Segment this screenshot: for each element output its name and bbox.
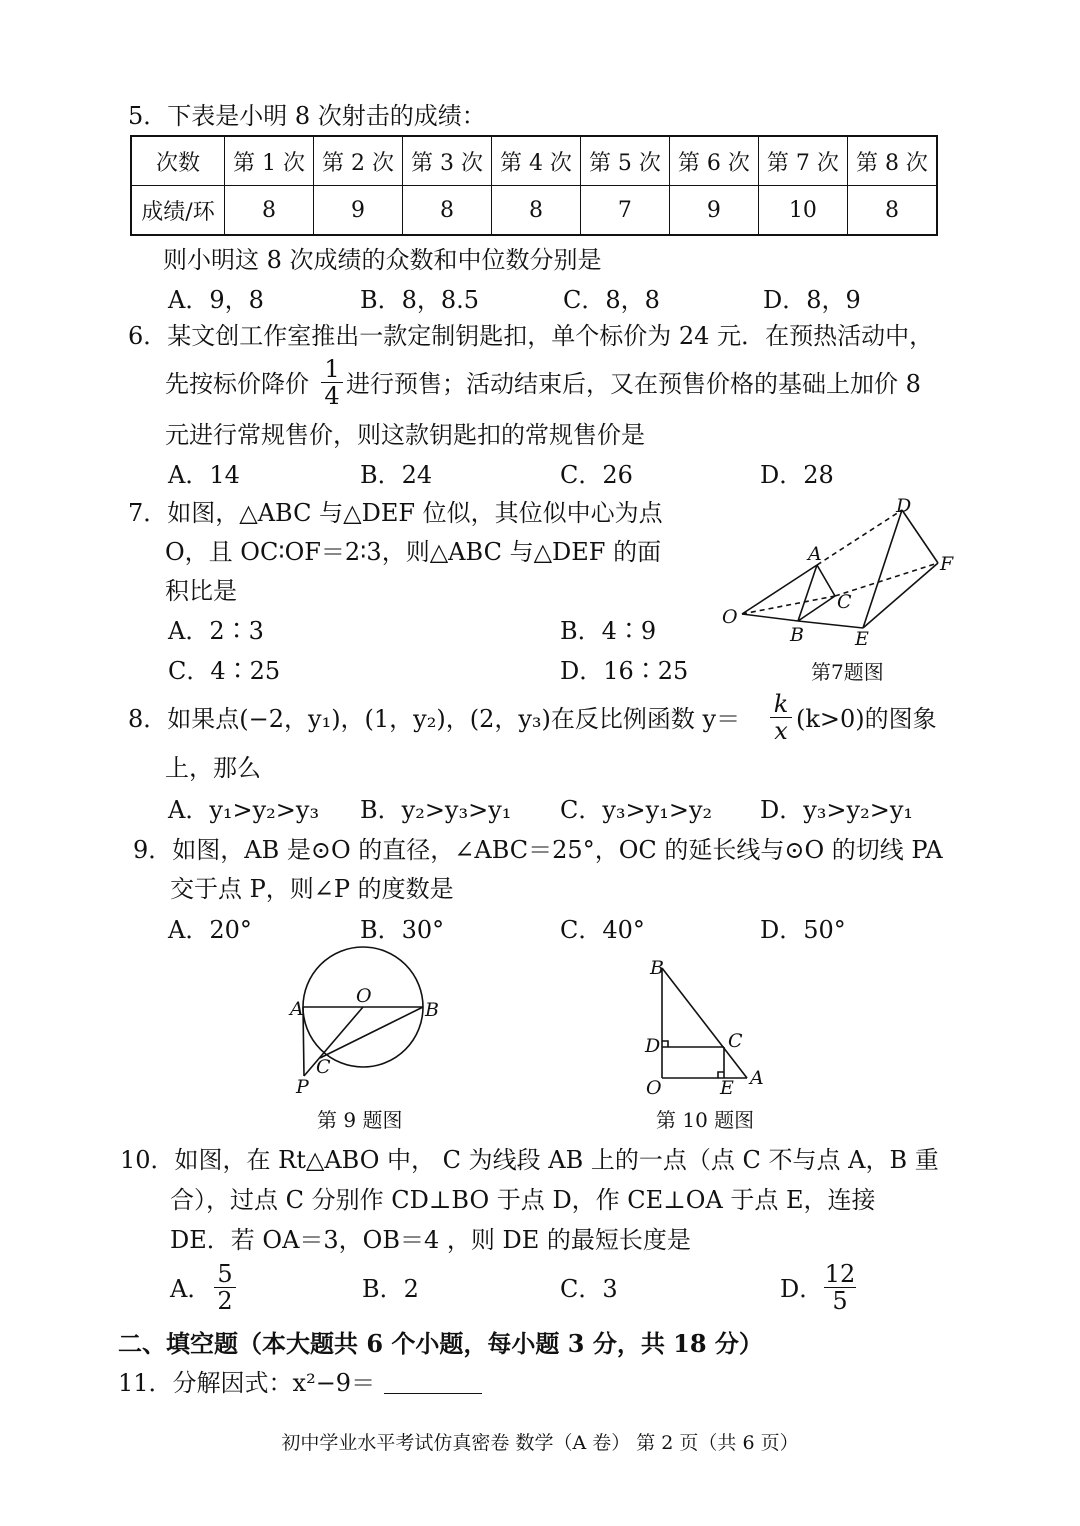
- line-ab: [798, 565, 817, 621]
- table-cell: 8: [491, 186, 580, 236]
- q8-option-a: A．y₁>y₂>y₃: [168, 796, 320, 824]
- q6-option-d: D．28: [760, 461, 834, 489]
- label-a: A: [808, 543, 822, 565]
- q8-option-d: D．y₃>y₂>y₁: [760, 796, 913, 824]
- table-cell: 第 1 次: [225, 136, 314, 186]
- q10-line2: 合），过点 C 分别作 CD⊥BO 于点 D，作 CE⊥OA 于点 E，连接: [170, 1186, 876, 1214]
- label-c: C: [728, 1030, 743, 1052]
- q8-option-c: C．y₃>y₁>y₂: [560, 796, 713, 824]
- q7-figure: [710, 490, 980, 655]
- q7-line3: 积比是: [165, 577, 237, 605]
- line-ab: [662, 968, 747, 1078]
- fraction-denominator: x: [774, 717, 788, 745]
- q8-line1b: (k>0)的图象: [796, 705, 937, 733]
- label-d: D: [896, 495, 912, 517]
- q8-line1a: 8．如果点(−2，y₁)，(1，y₂)，(2，y₃)在反比例函数 y＝: [128, 705, 741, 733]
- table-cell: 8: [847, 186, 937, 236]
- q11-stem: 11．分解因式：x²−9＝: [118, 1369, 376, 1397]
- q6-line2a: 先按标价降价: [165, 370, 309, 398]
- q10-option-b: B．2: [362, 1275, 419, 1303]
- q6-fraction: [321, 356, 343, 409]
- label-p: P: [296, 1076, 309, 1098]
- label-c: C: [316, 1056, 331, 1078]
- q6-option-c: C．26: [560, 461, 633, 489]
- q5-option-c: C．8，8: [563, 286, 660, 314]
- table-row: [131, 186, 937, 236]
- q5-option-a: A．9，8: [168, 286, 264, 314]
- table-cell: 8: [402, 186, 491, 236]
- table-cell: 第 7 次: [758, 136, 847, 186]
- q7-option-b: B．4∶9: [560, 617, 657, 645]
- q9-caption: 第 9 题图: [317, 1108, 403, 1132]
- q9-line1: 9．如图，AB 是⊙O 的直径，∠ABC＝25°，OC 的延长线与⊙O 的切线 PA: [133, 836, 943, 864]
- fraction-denominator: 4: [324, 382, 340, 410]
- q9-option-b: B．30°: [360, 916, 445, 944]
- line-ob: [742, 614, 798, 621]
- label-b: B: [650, 957, 664, 979]
- fraction-numerator: k: [770, 691, 792, 718]
- label-o: O: [356, 985, 372, 1007]
- label-e: E: [720, 1077, 734, 1099]
- score-table: [130, 135, 938, 236]
- label-b: B: [790, 624, 804, 646]
- label-o: O: [722, 606, 738, 628]
- q7-option-a: A．2∶3: [168, 617, 264, 645]
- q7-option-c: C．4∶25: [168, 657, 281, 685]
- table-cell: 第 4 次: [491, 136, 580, 186]
- line-ad: [817, 510, 902, 565]
- table-cell: 10: [758, 186, 847, 236]
- q6-option-b: B．24: [360, 461, 433, 489]
- q10-option-d-fraction: [824, 1261, 856, 1314]
- q10-option-a: A．: [170, 1275, 212, 1303]
- q6-option-a: A．14: [168, 461, 240, 489]
- label-f: F: [940, 553, 954, 575]
- table-cell: 第 6 次: [669, 136, 758, 186]
- label-b: B: [425, 999, 439, 1021]
- q5-option-d: D．8，9: [763, 286, 861, 314]
- table-row: [131, 136, 937, 186]
- label-c: C: [837, 591, 852, 613]
- table-cell: 第 5 次: [580, 136, 669, 186]
- label-o: O: [646, 1077, 662, 1099]
- q7-option-d: D．16∶25: [560, 657, 689, 685]
- table-cell: 第 2 次: [313, 136, 402, 186]
- q11-answer-blank[interactable]: [384, 1393, 482, 1394]
- q7-line2: O，且 OC∶OF＝2∶3，则△ABC 与△DEF 的面: [165, 538, 662, 566]
- q8-option-b: B．y₂>y₃>y₁: [360, 796, 512, 824]
- table-cell: 次数: [131, 136, 225, 186]
- line-ac: [817, 565, 835, 596]
- line-be: [798, 621, 863, 628]
- q9-figure: [280, 940, 450, 1100]
- table-cell: 成绩/环: [131, 186, 225, 236]
- q5-option-b: B．8，8.5: [360, 286, 480, 314]
- q10-line3: DE．若 OA＝3，OB＝4 ，则 DE 的最短长度是: [170, 1226, 691, 1254]
- q8-line2: 上，那么: [165, 754, 261, 782]
- table-cell: 9: [669, 186, 758, 236]
- q8-fraction: [770, 691, 792, 744]
- fraction-numerator: 5: [214, 1261, 236, 1288]
- q10-option-a-fraction: [214, 1261, 236, 1314]
- fraction-denominator: 2: [217, 1287, 233, 1315]
- q9-line2: 交于点 P，则∠P 的度数是: [170, 875, 454, 903]
- q5-stem: 5．下表是小明 8 次射击的成绩：: [128, 102, 486, 130]
- fraction-numerator: 1: [321, 356, 343, 383]
- page-footer: 初中学业水平考试仿真密卷 数学（A 卷） 第 2 页（共 6 页）: [281, 1432, 799, 1454]
- table-cell: 第 3 次: [402, 136, 491, 186]
- fraction-numerator: 12: [824, 1260, 856, 1288]
- q7-caption: 第7题图: [811, 660, 884, 684]
- q6-line2b: 进行预售；活动结束后，又在预售价格的基础上加价 8: [346, 370, 921, 398]
- q10-option-d: D．: [780, 1275, 824, 1303]
- table-cell: 第 8 次: [847, 136, 937, 186]
- q10-figure: [640, 950, 780, 1100]
- line-cb: [320, 1007, 423, 1058]
- q5-question: 则小明这 8 次成绩的众数和中位数分别是: [163, 246, 602, 274]
- table-cell: 8: [225, 186, 314, 236]
- q10-option-c: C．3: [560, 1275, 618, 1303]
- q10-line1: 10．如图，在 Rt△ABO 中， C 为线段 AB 上的一点（点 C 不与点 A，B 重: [120, 1146, 939, 1174]
- q6-line1: 6．某文创工作室推出一款定制钥匙扣，单个标价为 24 元．在预热活动中，: [128, 322, 934, 350]
- label-e: E: [855, 628, 869, 650]
- table-cell: 7: [580, 186, 669, 236]
- section-title: 二、填空题（本大题共 6 个小题，每小题 3 分，共 18 分）: [118, 1329, 763, 1358]
- q7-line1: 7．如图，△ABC 与△DEF 位似，其位似中心为点: [128, 499, 663, 527]
- q9-option-d: D．50°: [760, 916, 846, 944]
- label-a: A: [290, 998, 304, 1020]
- label-a: A: [750, 1067, 764, 1089]
- line-df: [902, 510, 938, 563]
- q6-line3: 元进行常规售价，则这款钥匙扣的常规售价是: [165, 421, 645, 449]
- label-d: D: [645, 1035, 661, 1057]
- q10-caption: 第 10 题图: [656, 1108, 755, 1132]
- q9-option-c: C．40°: [560, 916, 645, 944]
- table-cell: 9: [313, 186, 402, 236]
- q9-option-a: A．20°: [168, 916, 252, 944]
- fraction-denominator: 5: [832, 1287, 848, 1315]
- right-angle-d: [662, 1041, 668, 1047]
